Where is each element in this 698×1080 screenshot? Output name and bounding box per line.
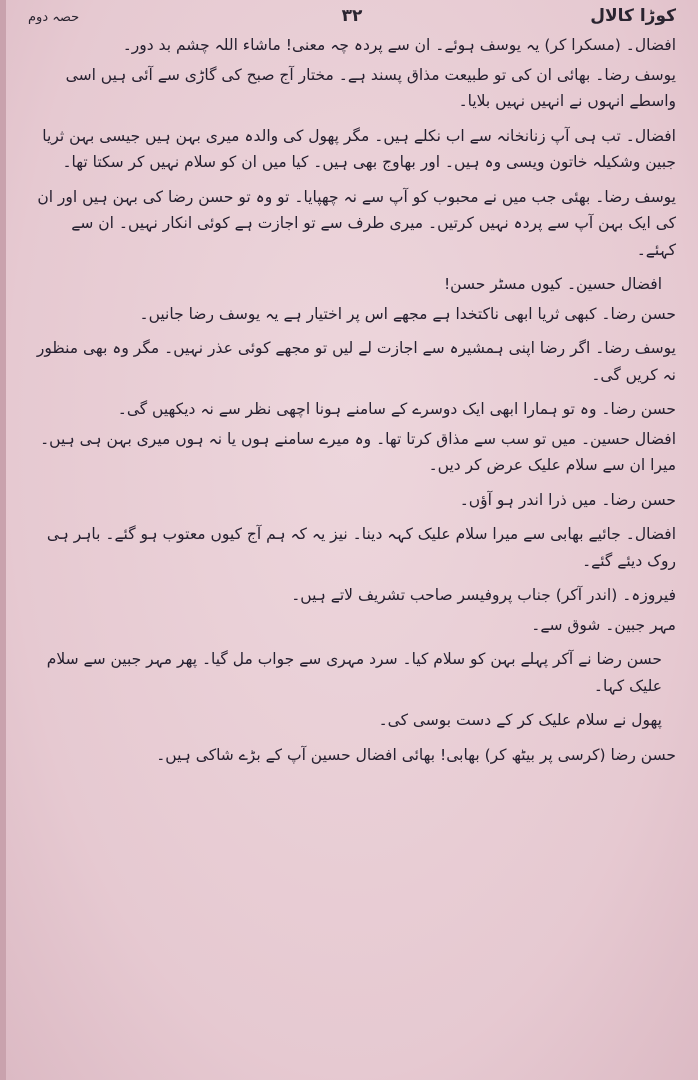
paragraph: فیروزہ۔ (اندر آکر) جناب پروفیسر صاحب تشریف لاتے ہیں۔ [291, 586, 676, 604]
paragraph: افضال۔ تب ہی آپ زنانخانہ سے اب نکلے ہیں۔ مگر پھول کی والدہ میری بہن ہیں جیسی بہن ثریا جبین وشکیلہ خاتون ویسی وہ ہیں۔ اور بھاوج بھی ہیں۔ کیا میں ان کو سلام نہیں کر سکتا تھا۔ [42, 126, 676, 171]
paragraph: مہر جبین۔ شوق سے۔ [531, 615, 676, 634]
section-label: حصہ دوم [28, 10, 80, 25]
paragraph: افضال حسین۔ کیوں مسٹر حسن! [443, 275, 662, 293]
page-body [28, 32, 676, 768]
paragraph: حسن رضا۔ میں ذرا اندر ہو آؤں۔ [459, 490, 676, 509]
paragraph: افضال حسین۔ میں تو سب سے مذاق کرتا تھا۔ وہ میرے سامنے ہوں یا نہ ہوں میری بہن ہی ہیں۔ میرا ان سے سلام علیک عرض کر دیں۔ [40, 429, 676, 474]
paragraph: افضال۔ جائیے بھابی سے میرا سلام علیک کہہ دینا۔ نیز یہ کہ ہم آج کیوں معتوب ہو گئے۔ باہر ہی روک دیئے گئے۔ [46, 525, 676, 570]
paragraph: یوسف رضا۔ بھائی ان کی تو طبیعت مذاق پسند ہے۔ مختار آج صبح کی گاڑی سے آئی ہیں اسی واسطے انہوں نے انہیں نہیں بلایا۔ [65, 65, 676, 110]
paragraph: حسن رضا۔ وہ تو ہمارا ابھی ایک دوسرے کے سامنے ہونا اچھی نظر سے نہ دیکھیں گی۔ [117, 400, 676, 418]
page-header [28, 6, 676, 32]
paragraph: یوسف رضا۔ بھئی جب میں نے محبوب کو آپ سے نہ چھپایا۔ تو وہ تو حسن رضا کی بہن ہیں اور ان کی ایک بہن آپ سے پردہ نہیں کرتیں۔ میری طرف سے تو اجازت ہے کوئی انکار نہیں۔ ان سے کہئے۔ [37, 187, 676, 259]
paragraph: افضال۔ (مسکرا کر) یہ یوسف ہوئے۔ ان سے پردہ چہ معنی! ماشاء اللہ چشم بد دور۔ [122, 36, 676, 54]
paragraph: حسن رضا (کرسی پر بیٹھ کر) بھابی! بھائی افضال حسین آپ کے بڑے شاکی ہیں۔ [156, 745, 676, 764]
paragraph: حسن رضا نے آکر پہلے بہن کو سلام کیا۔ سرد مہری سے جواب مل گیا۔ پھر مہر جبین سے سلام علیک کہا۔ [46, 650, 662, 695]
page-number: ۳۲ [341, 6, 363, 26]
paragraph: یوسف رضا۔ اگر رضا اپنی ہمشیرہ سے اجازت لے لیں تو مجھے کوئی عذر نہیں۔ مگر وہ بھی منظور نہ کریں گی۔ [36, 339, 676, 384]
paragraph: پھول نے سلام علیک کر کے دست بوسی کی۔ [378, 711, 662, 729]
running-title: کوڑا کالال [590, 6, 676, 26]
paragraph: حسن رضا۔ کبھی ثریا ابھی ناکتخدا ہے مجھے اس پر اختیار ہے یہ یوسف رضا جانیں۔ [139, 304, 676, 323]
